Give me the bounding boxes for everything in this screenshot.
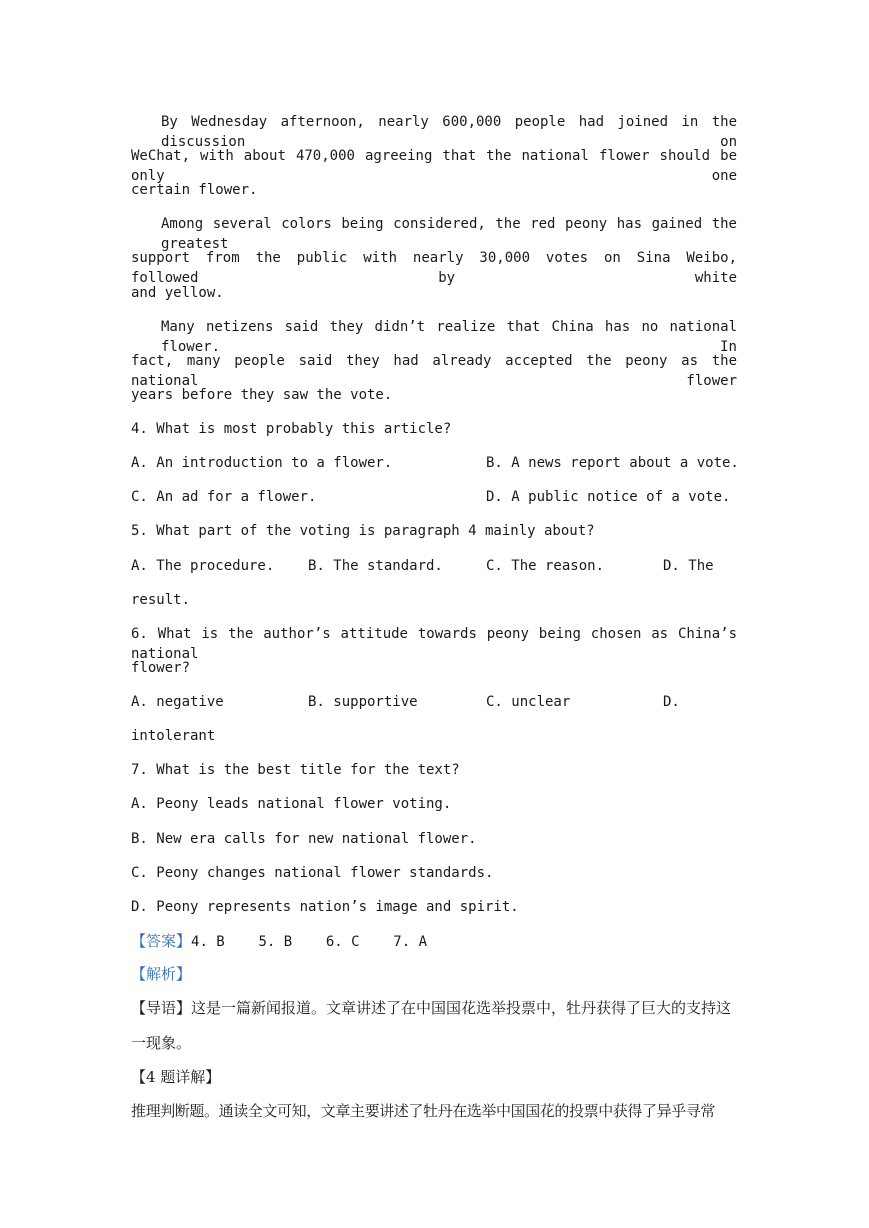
question-5-option-d: D. The — [663, 558, 714, 574]
passage-p1-line1: By Wednesday afternoon, nearly 600,000 people had joined in the discussion on — [161, 114, 737, 150]
question-4-option-a: A. An introduction to a flower. — [131, 455, 393, 471]
question-6-stem-line2: flower? — [131, 660, 191, 676]
question-6-stem-line1: 6. What is the author’s attitude towards peony being chosen as China’s national — [131, 626, 737, 662]
question-4-option-b: B. A news report about a vote. — [486, 455, 739, 471]
passage-p2-line1: Among several colors being considered, the red peony has gained the greatest — [161, 216, 737, 252]
question-7-option-b: B. New era calls for new national flower. — [131, 831, 477, 847]
question-7-option-a: A. Peony leads national flower voting. — [131, 796, 452, 812]
passage-p3-line3: years before they saw the vote. — [131, 387, 393, 403]
question-6-option-d-continued: intolerant — [131, 728, 216, 744]
question-7-option-c: C. Peony changes national flower standards. — [131, 865, 494, 881]
intro-label: 【导语】 — [131, 999, 192, 1017]
question-6-option-d: D. — [663, 694, 680, 710]
detail-4-label: 【4 题详解】 — [131, 1068, 221, 1086]
question-6-option-c: C. unclear — [486, 694, 571, 710]
question-5-stem: 5. What part of the voting is paragraph 4 mainly about? — [131, 523, 595, 539]
intro-text-line1: 这是一篇新闻报道。文章讲述了在中国国花选举投票中，牡丹获得了巨大的支持这 — [191, 999, 732, 1017]
question-5-option-d-continued: result. — [131, 592, 191, 608]
question-6-option-a: A. negative — [131, 694, 224, 710]
passage-p2-line2: support from the public with nearly 30,000 votes on Sina Weibo, followed by white — [131, 250, 737, 286]
passage-p3-line1: Many netizens said they didn’t realize that China has no national flower. In — [161, 319, 737, 355]
passage-p1-line2: WeChat, with about 470,000 agreeing that the national flower should be only one — [131, 148, 737, 184]
question-4-option-d: D. A public notice of a vote. — [486, 489, 731, 505]
question-5-option-a: A. The procedure. — [131, 558, 275, 574]
question-6-option-b: B. supportive — [308, 694, 418, 710]
passage-p1-line3: certain flower. — [131, 182, 258, 198]
answer-text: 4. B 5. B 6. C 7. A — [191, 934, 428, 950]
question-4-stem: 4. What is most probably this article? — [131, 421, 452, 437]
passage-p2-line3: and yellow. — [131, 285, 224, 301]
detail-4-text-line1: 推理判断题。通读全文可知，文章主要讲述了牡丹在选举中国国花的投票中获得了异乎寻常 — [131, 1102, 716, 1120]
question-7-stem: 7. What is the best title for the text? — [131, 762, 460, 778]
question-7-option-d: D. Peony represents nation’s image and spirit. — [131, 899, 519, 915]
intro-line1 — [131, 998, 737, 1018]
question-4-option-c: C. An ad for a flower. — [131, 489, 317, 505]
analysis-label: 【解析】 — [131, 965, 192, 983]
question-5-option-b: B. The standard. — [308, 558, 443, 574]
question-5-option-c: C. The reason. — [486, 558, 605, 574]
passage-p3-line2: fact, many people said they had already accepted the peony as the national flower — [131, 353, 737, 389]
answer-line — [131, 931, 737, 952]
intro-text-line2: 一现象。 — [131, 1034, 192, 1052]
answer-label: 【答案】 — [131, 932, 192, 950]
